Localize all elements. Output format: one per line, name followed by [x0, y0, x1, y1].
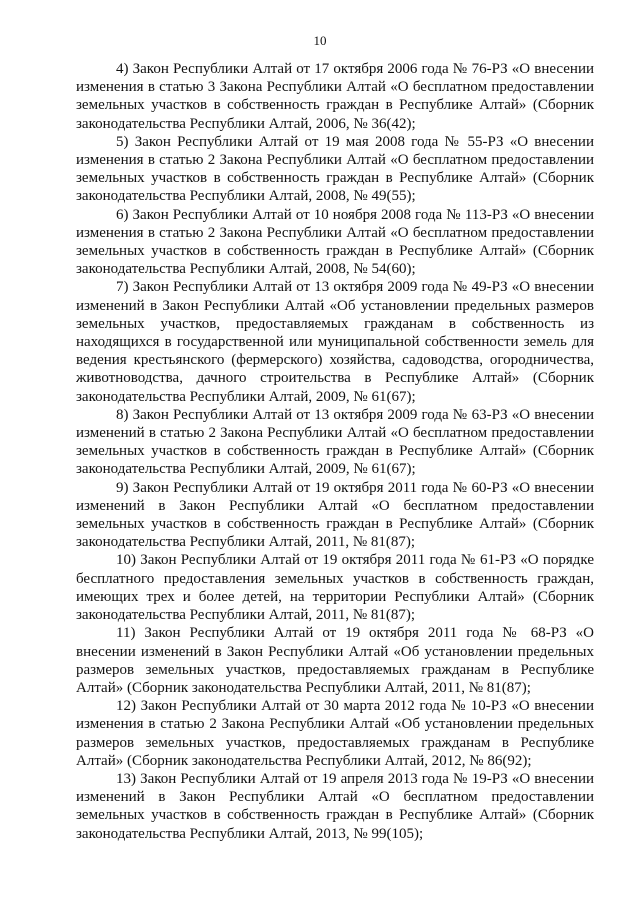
law-item-13: 13) Закон Республики Алтай от 19 апреля 2013 года № 19-РЗ «О внесении изменений в Закон Республики Алтай «О бесплатном предоставлении земельных участков в собственность граждан в Республике Алтай» (Сборник законодательства Республики Алтай, 2013, № 99(105); — [76, 770, 594, 842]
law-item-12: 12) Закон Республики Алтай от 30 марта 2012 года № 10-РЗ «О внесении изменения в статью 2 Закона Республики Алтай «Об установлении предельных размеров земельных участков, предоставляемых гражданам в Республике Алтай» (Сборник законодательства Республики Алтай, 2012, № 86(92); — [76, 698, 594, 769]
page-number: 10 — [313, 33, 327, 48]
law-item-5: 5) Закон Республики Алтай от 19 мая 2008 года № 55-РЗ «О внесении изменения в статью 2 Закона Республики Алтай «О бесплатном предоставлении земельных участков в собственность граждан в Республике Алтай» (Сборник законодательства Республики Алтай, 2008, № 49(55); — [76, 133, 594, 205]
law-item-9: 9) Закон Республики Алтай от 19 октября 2011 года № 60-РЗ «О внесении изменений в Закон Республики Алтай «О бесплатном предоставлении земельных участков в собственность граждан в Республике Алтай» (Сборник законодательства Республики Алтай, 2011, № 81(87); — [76, 479, 594, 551]
law-item-10: 10) Закон Республики Алтай от 19 октября 2011 года № 61-РЗ «О порядке бесплатного предоставления земельных участков в собственность граждан, имеющих трех и более детей, на территории Республики Алтай» (Сборник законодательства Республики Алтай, 2011, № 81(87); — [76, 552, 594, 624]
law-item-8: 8) Закон Республики Алтай от 13 октября 2009 года № 63-РЗ «О внесении изменений в статью 2 Закона Республики Алтай «О бесплатном предоставлении земельных участков в собственность граждан в Республике Алтай» (Сборник законодательства Республики Алтай, 2009, № 61(67); — [76, 406, 594, 478]
law-item-11: 11) Закон Республики Алтай от 19 октября 2011 года № 68-РЗ «О внесении изменений в Закон Республики Алтай «Об установлении предельных размеров земельных участков, предоставляемых гражданам в Республике Алтай» (Сборник законодательства Республики Алтай, 2011, № 81(87); — [76, 625, 594, 696]
law-list — [76, 60, 594, 843]
law-item-6: 6) Закон Республики Алтай от 10 ноября 2008 года № 113-РЗ «О внесении изменения в статью 2 Закона Республики Алтай «О бесплатном предоставлении земельных участков в собственность граждан в Республике Алтай» (Сборник законодательства Республики Алтай, 2008, № 54(60); — [76, 206, 594, 278]
law-item-4: 4) Закон Республики Алтай от 17 октября 2006 года № 76-РЗ «О внесении изменения в статью 3 Закона Республики Алтай «О бесплатном предоставлении земельных участков в собственность граждан в Республике Алтай» (Сборник законодательства Республики Алтай, 2006, № 36(42); — [76, 61, 594, 132]
law-item-7: 7) Закон Республики Алтай от 13 октября 2009 года № 49-РЗ «О внесении изменений в Закон Республики Алтай «Об установлении предельных размеров земельных участков, предоставляемых гражданам в собственность из находящихся в государственной или муниципальной собственности земель для ведения крестьянского (фермерского) хозяйства, садоводства, огородничества, животноводства, дачного строительства в Республике Алтай» (Сборник законодательства Республики Алтай, 2009, № 61(67); — [76, 279, 594, 405]
